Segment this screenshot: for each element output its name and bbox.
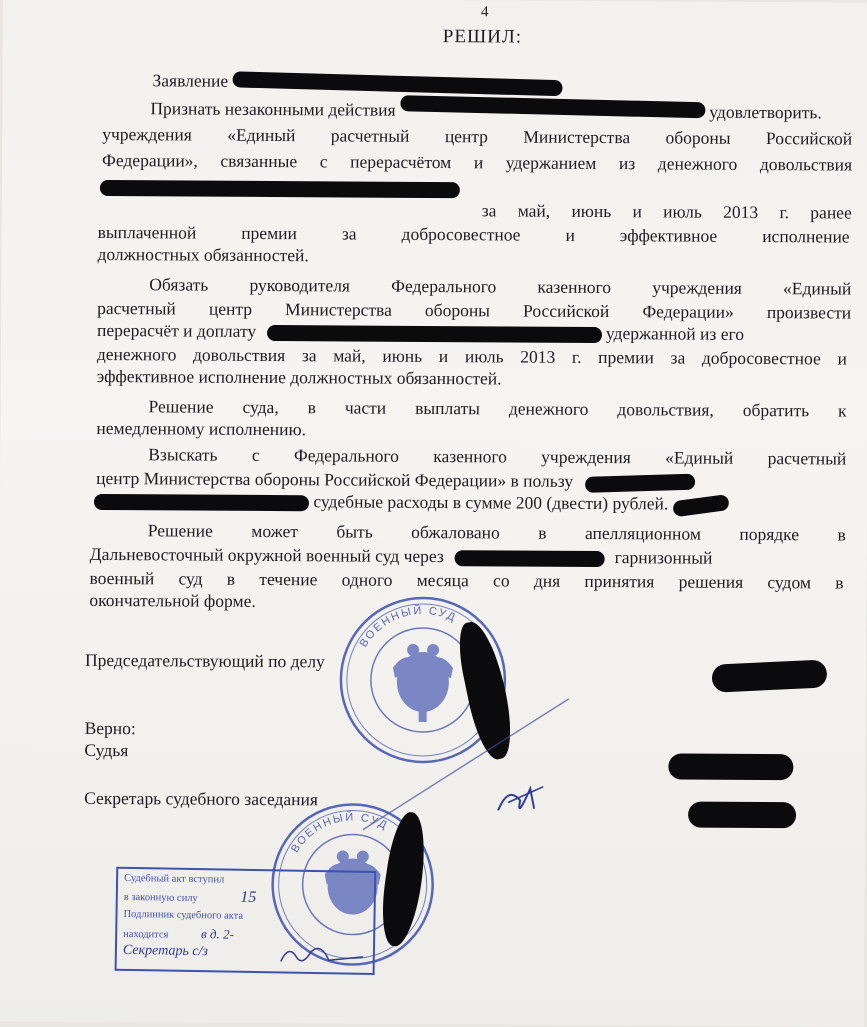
paragraph-line: окончательной форме. — [89, 589, 256, 611]
handwritten-date: 15 — [240, 888, 257, 907]
paragraph-line: Дальневосточный окружной военный суд через гарнизонный — [89, 543, 713, 568]
paragraph-line: Решение может быть обжаловано в апелляционном порядке в — [147, 520, 846, 545]
paragraph-line: эффективное исполнение должностных обязанностей. — [96, 365, 502, 389]
redaction — [100, 180, 460, 198]
svg-text:ВОЕННЫЙ СУД: ВОЕННЫЙ СУД — [289, 811, 391, 855]
paragraph-line: Решение суда, в части выплаты денежного довольствия, обратить к — [148, 396, 847, 421]
paragraph-line: за май, июнь и июль 2013 г. ранее — [481, 200, 852, 223]
paragraph-line: денежного довольствия за май, июнь и июль 2013 г. премии за добросовестное и — [96, 343, 847, 369]
paragraph-line: судебные расходы в сумме 200 (двести) рублей. — [94, 490, 729, 514]
redaction — [585, 474, 695, 493]
paragraph-line: перерасчёт и доплату удержанной из его — [96, 319, 745, 344]
paragraph-line: военный суд в течение одного месяца со дня принятия решения судом в — [89, 567, 844, 593]
redacted-name — [688, 802, 796, 829]
paragraph-line: Взыскать с Федерального казенного учреждения «Единый расчетный — [148, 444, 847, 469]
paragraph-line — [100, 176, 460, 198]
paragraph-line: Признать незаконными действия удовлетворить. — [150, 98, 822, 122]
secretary-signature — [277, 939, 367, 970]
redacted-name — [711, 659, 827, 692]
paragraph-line: центр Министерства обороны Российской Федерации» в пользу — [96, 468, 695, 492]
decision-heading: РЕШИЛ: — [442, 26, 523, 48]
svg-text:ВОЕННЫЙ СУД: ВОЕННЫЙ СУД — [357, 604, 459, 650]
redaction — [94, 494, 309, 511]
redaction — [400, 95, 705, 118]
paragraph-line: учреждения «Единый расчетный центр Министерства обороны Российской — [102, 123, 853, 149]
redacted-name — [668, 753, 793, 780]
handwritten-case-number: в д. 2- — [200, 926, 235, 942]
paragraph-line: расчетный центр Министерства обороны Российской Федерации» произвести — [97, 297, 852, 323]
judge-label: Судья — [84, 739, 129, 761]
verno-label: Верно: — [84, 717, 136, 739]
paragraph-line: немедленному исполнению. — [96, 417, 307, 440]
secretary-label: Секретарь судебного заседания — [84, 787, 319, 810]
redaction — [672, 494, 730, 517]
paragraph-line: Федерации», связанные с перерасчётом и удержанием из денежного довольствия — [102, 149, 853, 175]
page-number: 4 — [480, 4, 489, 21]
redaction — [232, 71, 562, 96]
statement-line: Заявление — [152, 70, 562, 93]
presiding-judge-label: Председательствующий по делу — [84, 649, 325, 672]
paragraph-line: Обязать руководителя Федерального казенного учреждения «Единый — [149, 274, 852, 299]
redaction — [454, 550, 604, 567]
paragraph-line: выплаченной премии за добросовестное и эффективное исполнение — [97, 221, 850, 247]
certification-stamp: Судебный акт вступил в законную силу 15 Подлинник судебного акта находится в д. 2- Секретарь с/з — [115, 867, 377, 975]
redaction — [266, 325, 601, 343]
paragraph-line: должностных обязанностей. — [97, 243, 309, 266]
